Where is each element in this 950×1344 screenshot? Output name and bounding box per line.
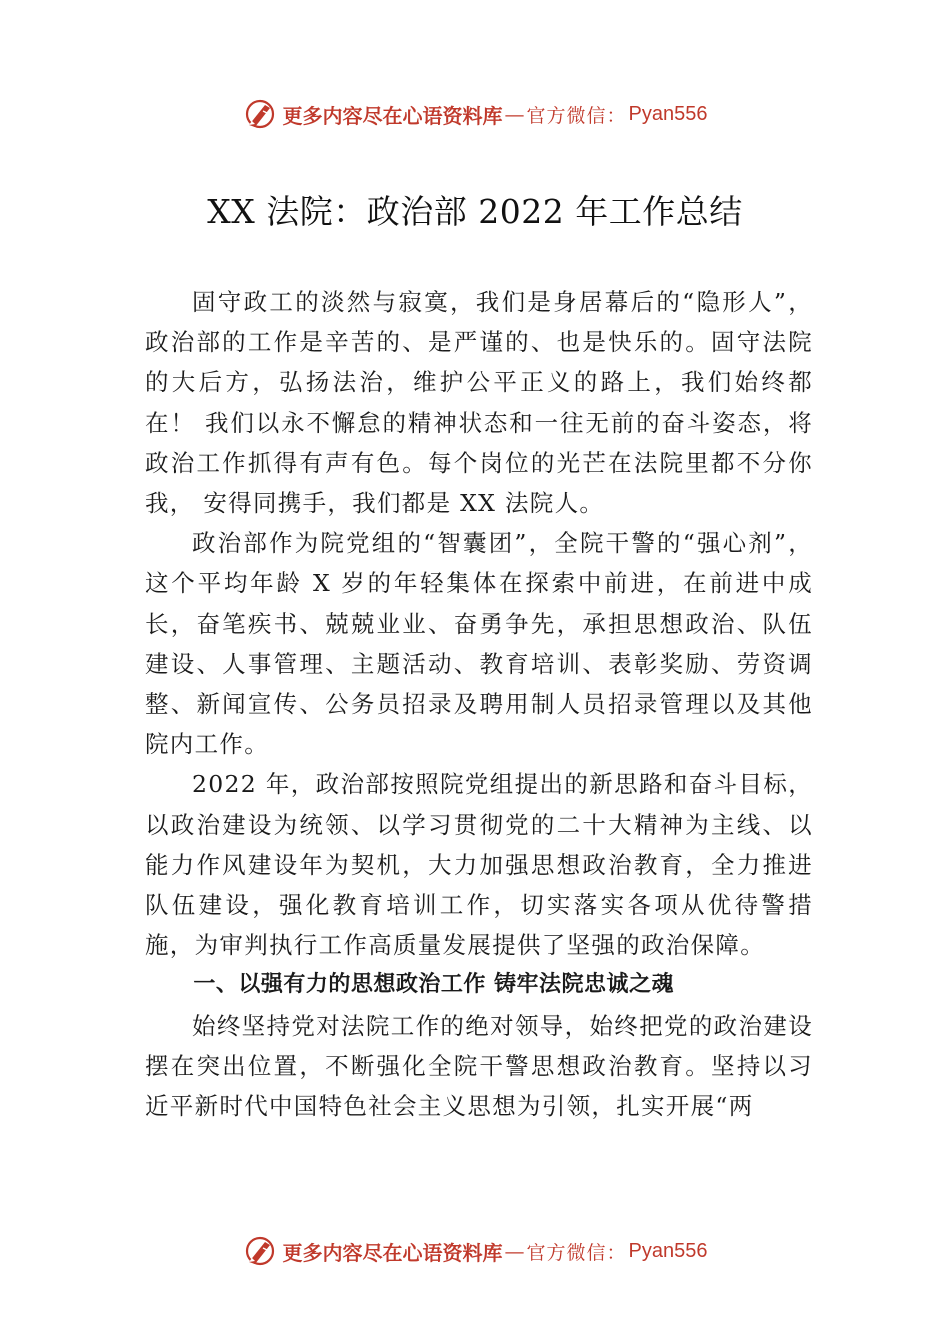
watermark-label: 官方微信： [526, 1241, 627, 1264]
watermark-dash: — [504, 102, 525, 126]
section-paragraph: 始终坚持党对法院工作的绝对领导，始终把党的政治建设摆在突出位置，不断强化全院干警思想政治教育。坚持以习近平新时代中国特色社会主义思想为引领，扎实开展“两 [145, 1011, 813, 1121]
pen-logo-icon [243, 97, 277, 131]
watermark-wechat-id: Pyan556 [628, 1239, 708, 1262]
document-title: XX 法院：政治部 2022 年工作总结 [207, 192, 743, 231]
body-paragraph: 2022 年，政治部按照院党组提出的新思路和奋斗目标，以政治建设为统领、以学习贯彻党的二十大精神为主线、以能力作风建设年为契机，大力加强思想政治教育，全力推进队伍建设，强化教育培训工作，切实落实各项从优待警措施，为审判执行工作高质量发展提供了坚强的政治保障。 [145, 770, 813, 960]
watermark-dash: — [504, 1239, 525, 1263]
watermark-header [0, 94, 950, 134]
watermark-footer [0, 1231, 950, 1271]
watermark-wechat-id: Pyan556 [628, 102, 708, 125]
pen-logo-icon [243, 1234, 277, 1268]
body-paragraph: 政治部作为院党组的“智囊团”，全院干警的“强心剂”，这个平均年龄 X 岁的年轻集体在探索中前进，在前进中成长，奋笔疾书、兢兢业业、奋勇争先，承担思想政治、队伍建设、人事管理、主题活动、教育培训、表彰奖励、劳资调整、新闻宣传、公务员招录及聘用制人员招录管理以及其他院内工作。 [145, 529, 813, 759]
section-heading: 一、以强有力的思想政治工作 铸牢法院忠诚之魂 [193, 972, 675, 998]
document-body [145, 282, 813, 1126]
body-paragraph: 固守政工的淡然与寂寞，我们是身居幕后的“隐形人”，政治部的工作是辛苦的、是严谨的、也是快乐的。固守法院的大后方，弘扬法治，维护公平正义的路上，我们始终都在！ 我们以永不懈怠的精神状态和一往无前的奋斗姿态，将政治工作抓得有声有色。每个岗位的光芒在法院里都不分你我， 安得同携手，我们都是 XX 法院人。 [145, 288, 813, 518]
watermark-label: 官方微信： [526, 104, 627, 127]
watermark-brand: 更多内容尽在心语资料库 [282, 1240, 503, 1265]
watermark-brand: 更多内容尽在心语资料库 [282, 103, 503, 128]
